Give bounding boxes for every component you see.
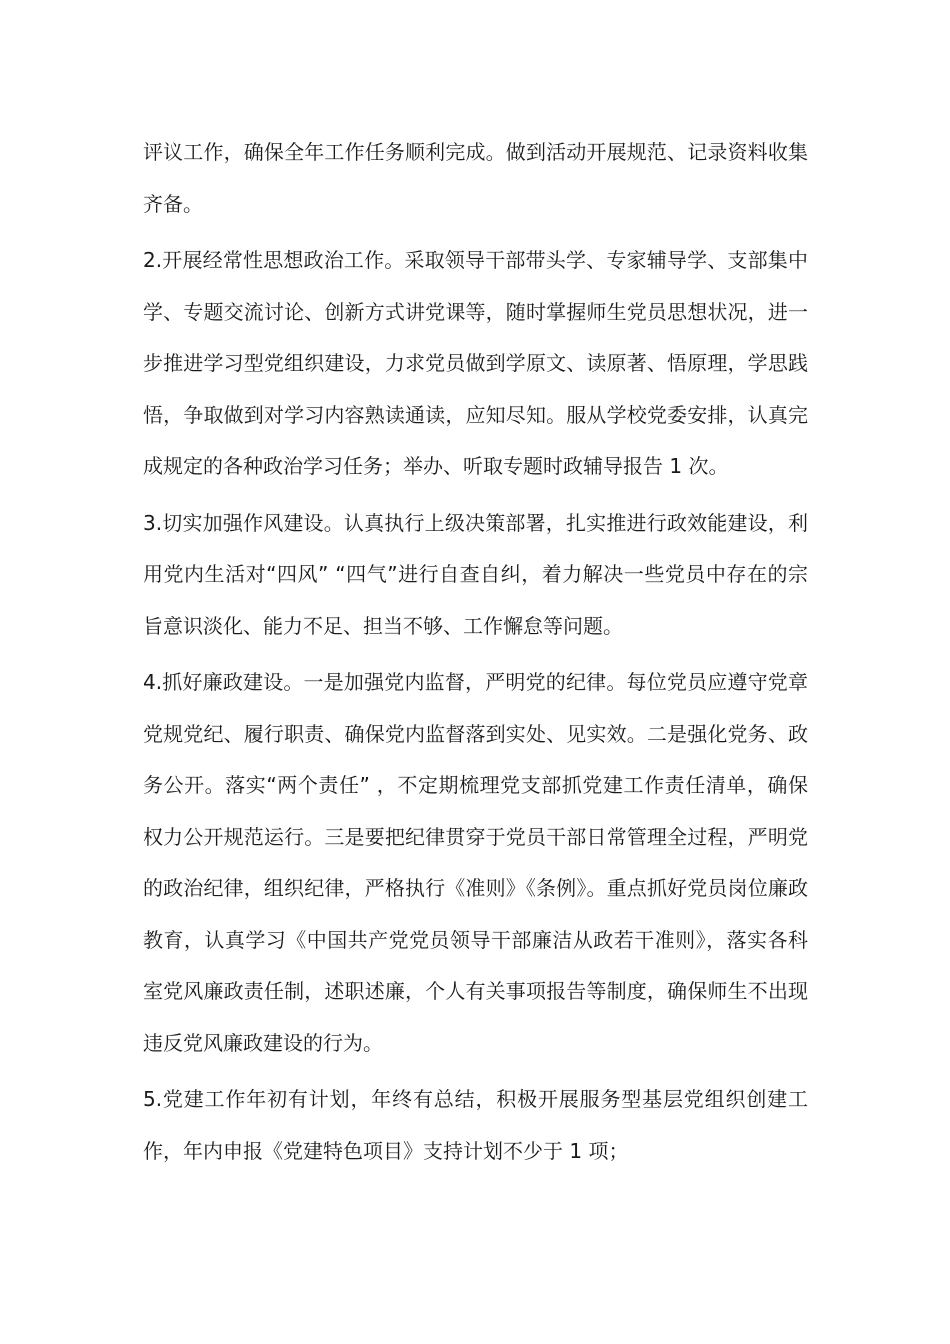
paragraph-item-3: 3.切实加强作风建设。认真执行上级决策部署，扎实推进行政效能建设，利用党内生活对“四风” “四气”进行自查自纠，着力解决一些党员中存在的宗旨意识淡化、能力不足、担当不够、工作懈怠等问题。: [143, 510, 808, 638]
paragraph-item-4: 4.抓好廉政建设。一是加强党内监督，严明党的纪律。每位党员应遵守党章党规党纪、履行职责、确保党内监督落到实处、见实效。二是强化党务、政务公开。落实“两个责任” ，不定期梳理党支部抓党建工作责任清单，确保权力公开规范运行。三是要把纪律贯穿于党员干部日常管理全过程，严明党的政治纪律，组织纪律，严格执行《准则》《条例》。重点抓好党员岗位廉政教育，认真学习《中国共产党党员领导干部廉洁从政若干准则》，落实各科室党风廉政责任制，述职述廉，个人有关事项报告等制度，确保师生不出现违反党风廉政建设的行为。: [143, 670, 808, 1055]
paragraph-continuation: 评议工作，确保全年工作任务顺利完成。做到活动开展规范、记录资料收集齐备。: [143, 140, 808, 216]
paragraph-item-5: 5.党建工作年初有计划，年终有总结，积极开展服务型基层党组织创建工作，年内申报《党建特色项目》支持计划不少于 1 项；: [143, 1087, 808, 1163]
document-body: [143, 127, 808, 1182]
paragraph-item-2: 2.开展经常性思想政治工作。采取领导干部带头学、专家辅导学、支部集中学、专题交流讨论、创新方式讲党课等，随时掌握师生党员思想状况，进一步推进学习型党组织建设，力求党员做到学原文、读原著、悟原理，学思践悟，争取做到对学习内容熟读通读，应知尽知。服从学校党委安排，认真完成规定的各种政治学习任务；举办、听取专题时政辅导报告 1 次。: [143, 248, 808, 478]
